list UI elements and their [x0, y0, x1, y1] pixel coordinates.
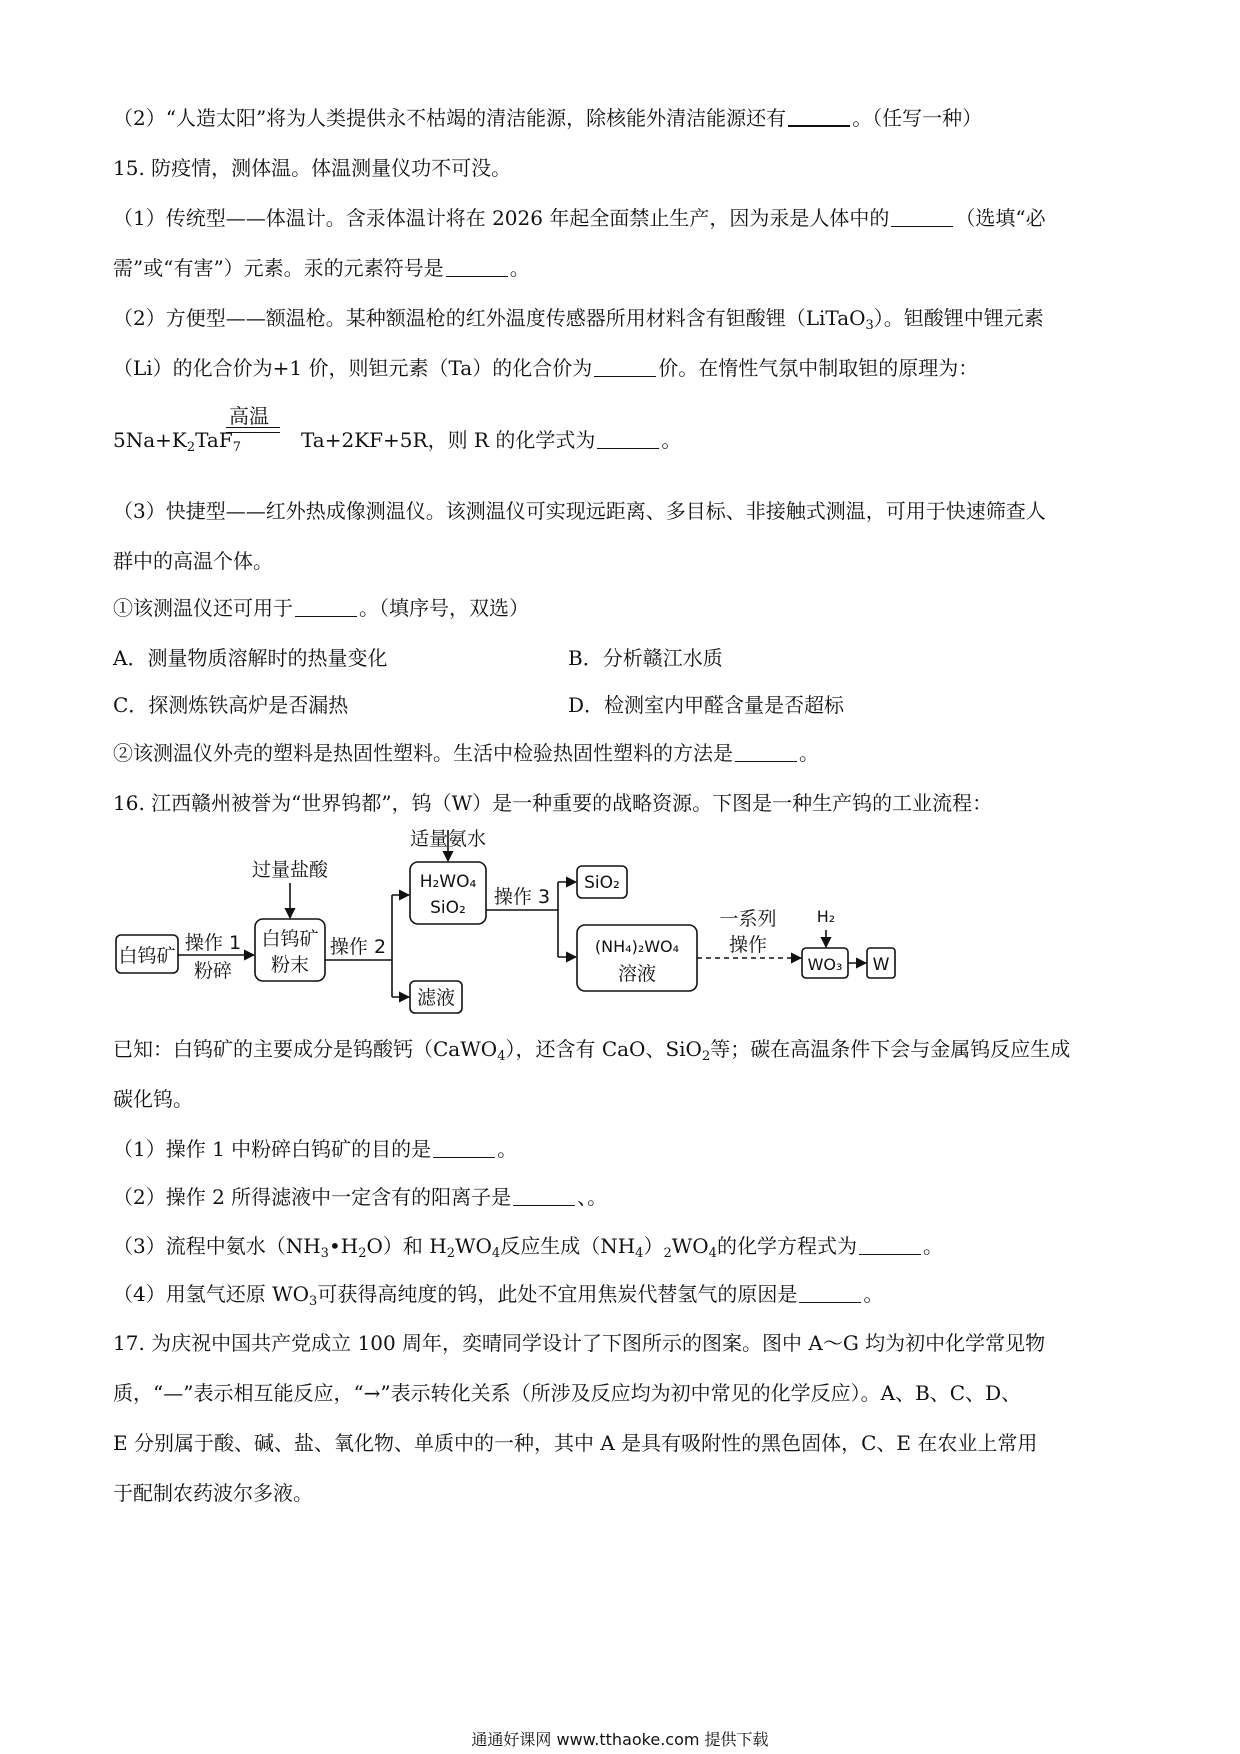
label-ammonia: 适量氨水	[409, 828, 487, 850]
label-wo3: WO₃	[807, 955, 843, 974]
label-series-1: 一系列	[719, 908, 777, 930]
option-a[interactable]: A．测量物质溶解时的热量变化	[113, 646, 388, 670]
label-solution-1: (NH₄)₂WO₄	[594, 937, 680, 956]
label-op2: 操作 2	[329, 936, 387, 958]
q16-part4: （4）用氢气还原 $WO_3$可获得高纯度的钨，此处不宜用焦炭代替氢气的原因是 。	[113, 1282, 884, 1309]
q16-part3: （3）流程中氨水$(NH_3•H_2O)$和 $H_2WO_4$反应生成$(NH_4)_2WO_4$的化学方程式为 。	[113, 1234, 943, 1261]
label-mix-1: H₂WO₄	[419, 872, 477, 892]
q15-part3-line2: 群中的高温个体。	[113, 549, 273, 573]
answer-blank[interactable]	[735, 743, 797, 762]
label-ore: 白钨矿	[118, 945, 176, 967]
answer-blank[interactable]	[597, 430, 659, 449]
q16-stem: 16. 江西赣州被誉为“世界钨都”，钨（W）是一种重要的战略资源。下图是一种生产钨的工业流程：	[113, 791, 993, 815]
answer-blank[interactable]	[295, 598, 357, 617]
label-op3: 操作 3	[493, 886, 551, 908]
q15-part2-line1: （2）方便型——额温枪。某种额温枪的红外温度传感器所用材料含有钽酸锂（LiTaO$_3$）。钽酸锂中锂元素	[113, 306, 1044, 333]
option-row-1	[113, 646, 723, 670]
label-h2: H₂	[816, 907, 836, 926]
tungsten-process-flowchart	[110, 825, 910, 1015]
reaction-condition: 高温	[229, 404, 269, 428]
label-powder-2: 粉末	[270, 954, 310, 976]
q15-part3-sub1: ①该测温仪还可用于 。（填序号，双选）	[113, 596, 529, 620]
answer-blank[interactable]	[513, 1187, 575, 1206]
label-sio2: SiO₂	[584, 873, 620, 893]
option-d[interactable]: D．检测室内甲醛含量是否超标	[568, 693, 845, 717]
label-w: W	[872, 955, 890, 975]
answer-blank[interactable]	[799, 1284, 861, 1303]
q16-part1: （1）操作 1 中粉碎白钨矿的目的是 。	[113, 1137, 518, 1161]
label-op1: 操作 1	[184, 932, 242, 954]
label-mix-2: SiO₂	[430, 898, 466, 918]
label-powder-1: 白钨矿	[261, 928, 319, 950]
answer-blank[interactable]	[891, 208, 953, 227]
label-hcl: 过量盐酸	[251, 859, 329, 881]
option-row-2	[113, 693, 845, 717]
q16-part2: （2）操作 2 所得滤液中一定含有的阳离子是 、。	[113, 1185, 608, 1209]
q15-part3-line1: （3）快捷型——红外热成像测温仪。该测温仪可实现远距离、多目标、非接触式测温，可用于快速筛查人	[113, 499, 1046, 523]
q15-equation: $5Na+K_2TaF_7$ Ta+2KF+5R，则 R 的化学式为 。	[113, 428, 682, 455]
option-b[interactable]: B．分析赣江水质	[568, 646, 723, 670]
q15-stem: 15. 防疫情，测体温。体温测量仪功不可没。	[113, 156, 512, 180]
q15-part2-line2: （Li）的化合价为+1 价，则钽元素（Ta）的化合价为 价。在惰性气氛中制取钽的原理为：	[113, 356, 979, 380]
q16-known-line1: 已知：白钨矿的主要成分是钨酸钙（CaWO$_4$），还含有 CaO、SiO$_2$等；碳在高温条件下会与金属钨反应生成	[113, 1037, 1071, 1064]
answer-blank[interactable]	[594, 358, 656, 377]
answer-blank[interactable]	[446, 258, 508, 277]
q15-part1-line1: （1）传统型——体温计。含汞体温计将在 2026 年起全面禁止生产，因为汞是人体中的 （选填“必	[113, 206, 1046, 230]
q17-line3: E 分别属于酸、碱、盐、氧化物、单质中的一种，其中 A 是具有吸附性的黑色固体，C、E 在农业上常用	[113, 1431, 1038, 1455]
q17-line2: 质，“—”表示相互能反应，“→”表示转化关系（所涉及反应均为初中常见的化学反应）。A、B、C、D、	[113, 1381, 1022, 1405]
q15-part3-sub2: ②该测温仪外壳的塑料是热固性塑料。生活中检验热固性塑料的方法是 。	[113, 741, 819, 765]
q17-line4: 于配制农药波尔多液。	[113, 1481, 313, 1505]
label-crush: 粉碎	[193, 960, 233, 982]
label-filtrate: 滤液	[416, 987, 456, 1009]
label-solution-2: 溶液	[617, 963, 657, 985]
label-series-2: 操作	[728, 934, 768, 956]
answer-blank[interactable]	[433, 1139, 495, 1158]
answer-blank[interactable]	[788, 107, 850, 127]
q16-known-line2: 碳化钨。	[113, 1087, 193, 1111]
q17-line1: 17. 为庆祝中国共产党成立 100 周年，奕晴同学设计了下图所示的图案。图中 A～G 均为初中化学常见物	[113, 1331, 1046, 1355]
option-c[interactable]: C．探测炼铁高炉是否漏热	[113, 693, 349, 717]
q14-part2: （2）“人造太阳”将为人类提供永不枯竭的清洁能源，除核能外清洁能源还有 。（任写一种）	[113, 106, 983, 130]
q15-part1-line2: 需”或“有害”）元素。汞的元素符号是 。	[113, 256, 530, 280]
answer-blank[interactable]	[859, 1236, 921, 1255]
page-footer: 通通好课网 www.tthaoke.com 提供下载	[471, 1730, 769, 1749]
